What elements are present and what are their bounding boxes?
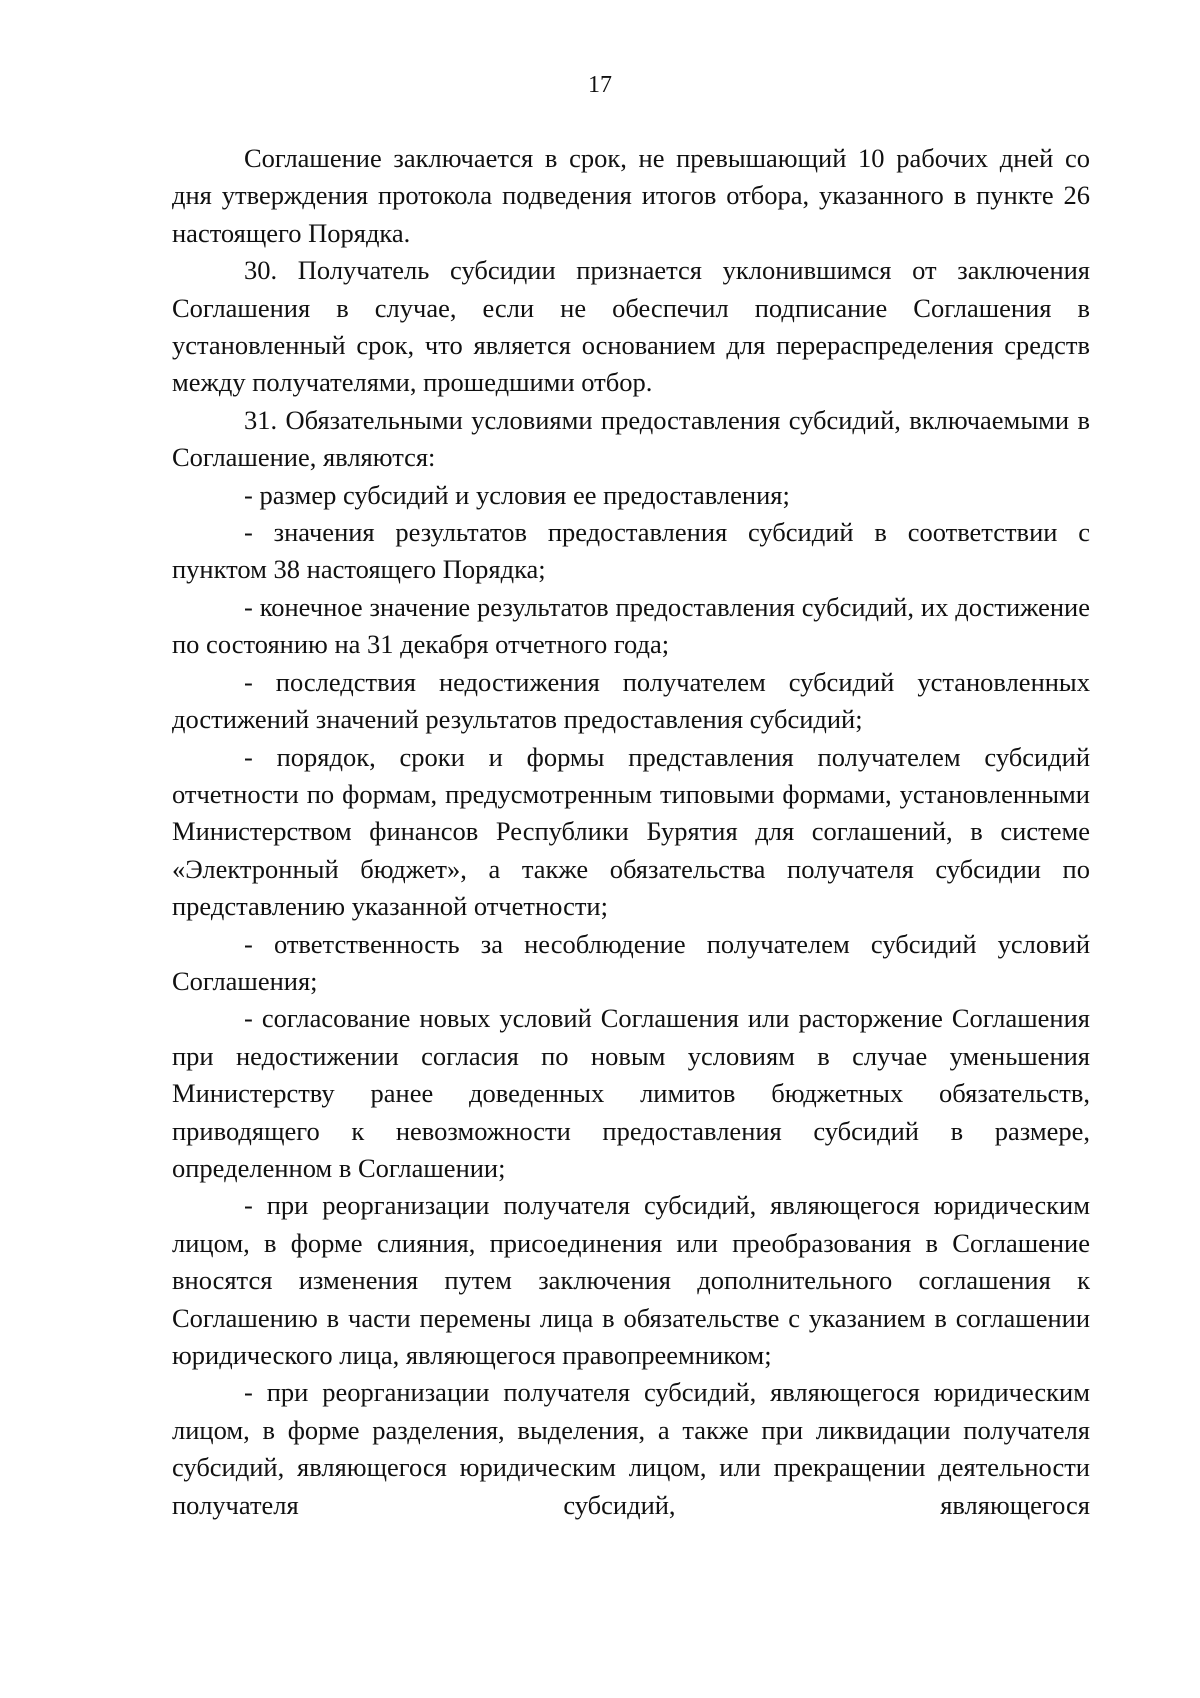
list-item-reorganization-division: - при реорганизации получателя субсидий, являющегося юридическим лицом, в форме разделения, выделения, а также при ликвидации получателя субсидий, являющегося юридическим лицом, или прекращении деятельности получателя субсидий, являющегося xyxy=(172,1377,1090,1520)
list-item-reorganization-merger: - при реорганизации получателя субсидий, являющегося юридическим лицом, в форме слияния, присоединения или преобразования в Соглашение вносятся изменения путем заключения дополнительного соглашения к Соглашению в части перемены лица в обязательстве с указанием в соглашении юридического лица, являющегося правопреемником; xyxy=(172,1190,1090,1370)
paragraph-agreement-term: Соглашение заключается в срок, не превышающий 10 рабочих дней со дня утверждения протокола подведения итогов отбора, указанного в пункте 26 настоящего Порядка. xyxy=(172,143,1090,248)
list-item-result-values: - значения результатов предоставления субсидий в соответствии с пунктом 38 настоящего Порядка; xyxy=(172,517,1090,585)
list-item-consequences: - последствия недостижения получателем субсидий установленных достижений значений результатов предоставления субсидий; xyxy=(172,666,1090,735)
paragraph-30: 30. Получатель субсидии признается уклонившимся от заключения Соглашения в случае, если не обеспечил подписание Соглашения в установленный срок, что является основанием для перераспределения средств между получателями, прошедшими отбор. xyxy=(172,255,1090,398)
document-body xyxy=(172,140,1090,1524)
paragraph-31: 31. Обязательными условиями предоставления субсидий, включаемыми в Соглашение, являются: xyxy=(172,404,1090,473)
list-item-responsibility: - ответственность за несоблюдение получателем субсидий условий Соглашения; xyxy=(172,928,1090,996)
list-item-subsidy-amount: - размер субсидий и условия ее предоставления; xyxy=(244,479,790,510)
list-item-reporting: - порядок, сроки и формы представления получателем субсидий отчетности по формам, предусмотренным типовыми формами, установленными Министерством финансов Республики Бурятия для соглашений, в системе «Электронный бюджет», а также обязательства получателя субсидии по представлению указанной отчетности; xyxy=(172,741,1090,922)
list-item-final-value: - конечное значение результатов предоставления субсидий, их достижение по состоянию на 31 декабря отчетного года; xyxy=(172,591,1090,660)
page-number: 17 xyxy=(588,72,612,98)
list-item-new-conditions: - согласование новых условий Соглашения или расторжение Соглашения при недостижении согласия по новым условиям в случае уменьшения Министерству ранее доведенных лимитов бюджетных обязательств, приводящего к невозможности предоставления субсидий в размере, определенном в Соглашении; xyxy=(172,1003,1090,1183)
